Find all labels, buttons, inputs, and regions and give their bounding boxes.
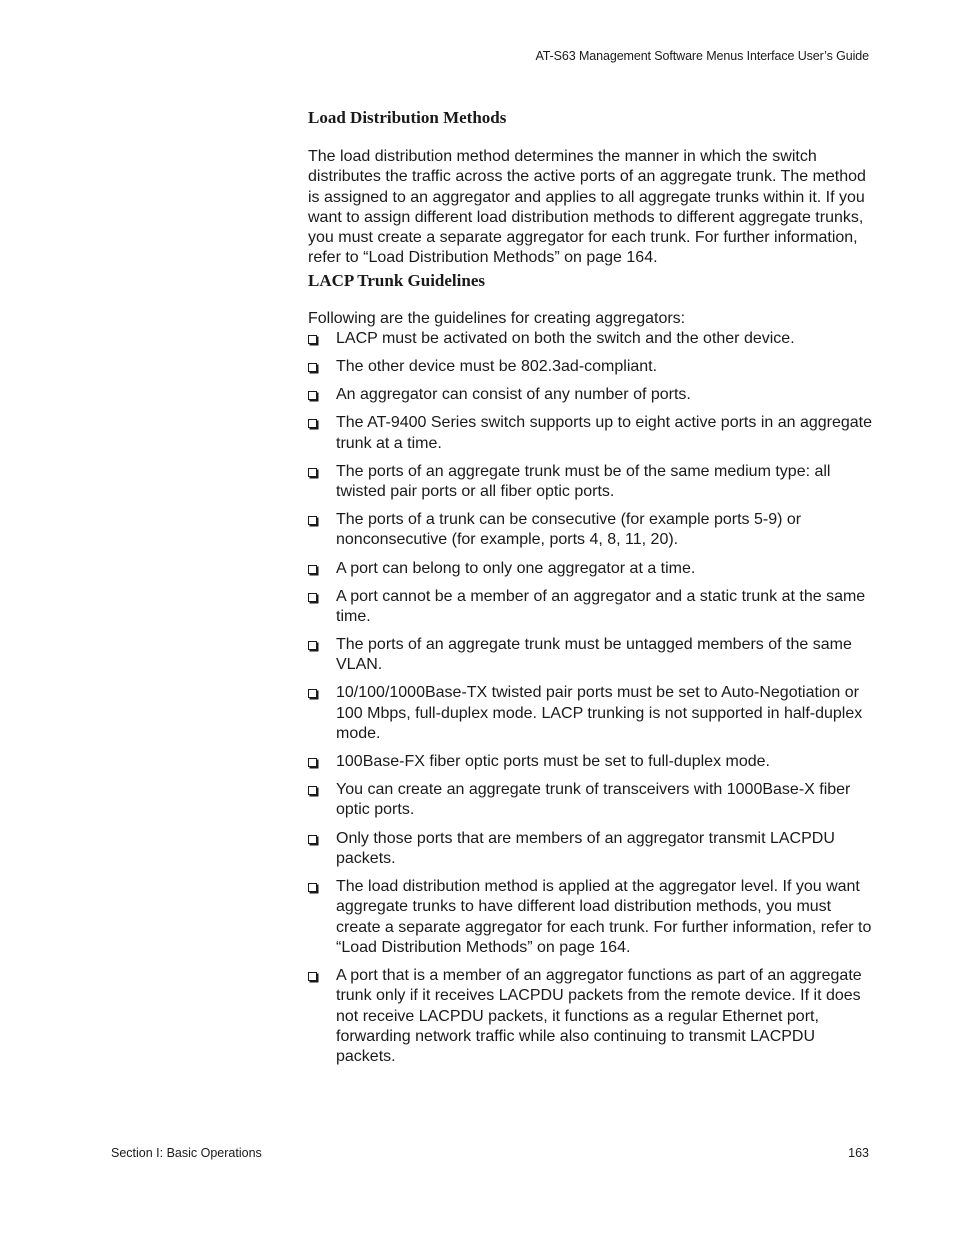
checkbox-bullet-icon bbox=[308, 468, 317, 477]
list-item bbox=[308, 587, 873, 628]
checkbox-bullet-icon bbox=[308, 565, 317, 574]
list-item bbox=[308, 329, 873, 349]
list-item bbox=[308, 683, 873, 744]
list-item-text: A port can belong to only one aggregator at a time. bbox=[336, 559, 696, 577]
list-item bbox=[308, 752, 873, 772]
checkbox-bullet-icon bbox=[308, 593, 317, 602]
list-item-text: The load distribution method is applied at the aggregator level. If you want aggregate trunks to have different load distribution methods, you must create a separate aggregator for each trunk. For further information, refer to “Load Distribution Methods” on page 164. bbox=[336, 877, 872, 956]
running-header: AT-S63 Management Software Menus Interface User’s Guide bbox=[535, 49, 869, 63]
list-item-text: 10/100/1000Base-TX twisted pair ports must be set to Auto-Negotiation or 100 Mbps, full-duplex mode. LACP trunking is not supported in half-duplex mode. bbox=[336, 684, 863, 742]
guidelines-intro: Following are the guidelines for creating aggregators: bbox=[308, 309, 686, 327]
checkbox-bullet-icon bbox=[308, 641, 317, 650]
guidelines-list bbox=[308, 329, 873, 1067]
list-item-text: A port that is a member of an aggregator functions as part of an aggregate trunk only if it receives LACPDU packets from the remote device. If it does not receive LACPDU packets, it functions as a regular Ethernet port, forwarding network traffic while also continuing to transmit LACPDU packets. bbox=[336, 966, 862, 1066]
list-item-text: The AT-9400 Series switch supports up to eight active ports in an aggregate trunk at a time. bbox=[336, 414, 873, 452]
load-distribution-paragraph: The load distribution method determines the manner in which the switch distributes the traffic across the active ports of an aggregate trunk. The method is assigned to an aggregator and applies to all aggregate trunks within it. If you want to assign different load distribution methods to different aggregate trunks, you must create a separate aggregator for each trunk. For further information, refer to “Load Distribution Methods” on page 164. bbox=[308, 148, 866, 267]
list-item-text: The ports of a trunk can be consecutive (for example ports 5-9) or nonconsecutive (for example, ports 4, 8, 11, 20). bbox=[336, 511, 802, 549]
list-item-text: The other device must be 802.3ad-compliant. bbox=[336, 358, 658, 376]
page-content bbox=[308, 106, 873, 1075]
list-item bbox=[308, 510, 873, 551]
list-item-text: A port cannot be a member of an aggregator and a static trunk at the same time. bbox=[336, 587, 866, 625]
checkbox-bullet-icon bbox=[308, 758, 317, 767]
checkbox-bullet-icon bbox=[308, 335, 317, 344]
footer-section-label: Section I: Basic Operations bbox=[111, 1146, 262, 1160]
section-title-load-distribution: Load Distribution Methods bbox=[308, 108, 507, 127]
list-item-text: LACP must be activated on both the switch and the other device. bbox=[336, 330, 795, 348]
list-item-text: Only those ports that are members of an aggregator transmit LACPDU packets. bbox=[336, 829, 835, 867]
checkbox-bullet-icon bbox=[308, 516, 317, 525]
list-item bbox=[308, 780, 873, 821]
list-item bbox=[308, 635, 873, 676]
list-item bbox=[308, 462, 873, 503]
list-item bbox=[308, 357, 873, 377]
list-item-text: The ports of an aggregate trunk must be of the same medium type: all twisted pair ports or all fiber optic ports. bbox=[336, 462, 831, 501]
list-item bbox=[308, 385, 873, 405]
checkbox-bullet-icon bbox=[308, 689, 317, 698]
section-title-lacp-guidelines: LACP Trunk Guidelines bbox=[308, 270, 485, 290]
list-item-text: The ports of an aggregate trunk must be untagged members of the same VLAN. bbox=[336, 636, 852, 674]
checkbox-bullet-icon bbox=[308, 883, 317, 892]
list-item bbox=[308, 413, 873, 454]
list-item-text: 100Base-FX fiber optic ports must be set to full-duplex mode. bbox=[336, 753, 770, 771]
list-item bbox=[308, 559, 873, 579]
list-item-text: You can create an aggregate trunk of transceivers with 1000Base-X fiber optic ports. bbox=[336, 781, 851, 819]
checkbox-bullet-icon bbox=[308, 391, 317, 400]
list-item bbox=[308, 966, 873, 1067]
checkbox-bullet-icon bbox=[308, 972, 317, 981]
list-item bbox=[308, 877, 873, 958]
checkbox-bullet-icon bbox=[308, 835, 317, 844]
list-item-text: An aggregator can consist of any number of ports. bbox=[336, 386, 691, 404]
checkbox-bullet-icon bbox=[308, 786, 317, 795]
checkbox-bullet-icon bbox=[308, 419, 317, 428]
list-item bbox=[308, 829, 873, 870]
page-number: 163 bbox=[848, 1146, 869, 1160]
checkbox-bullet-icon bbox=[308, 363, 317, 372]
